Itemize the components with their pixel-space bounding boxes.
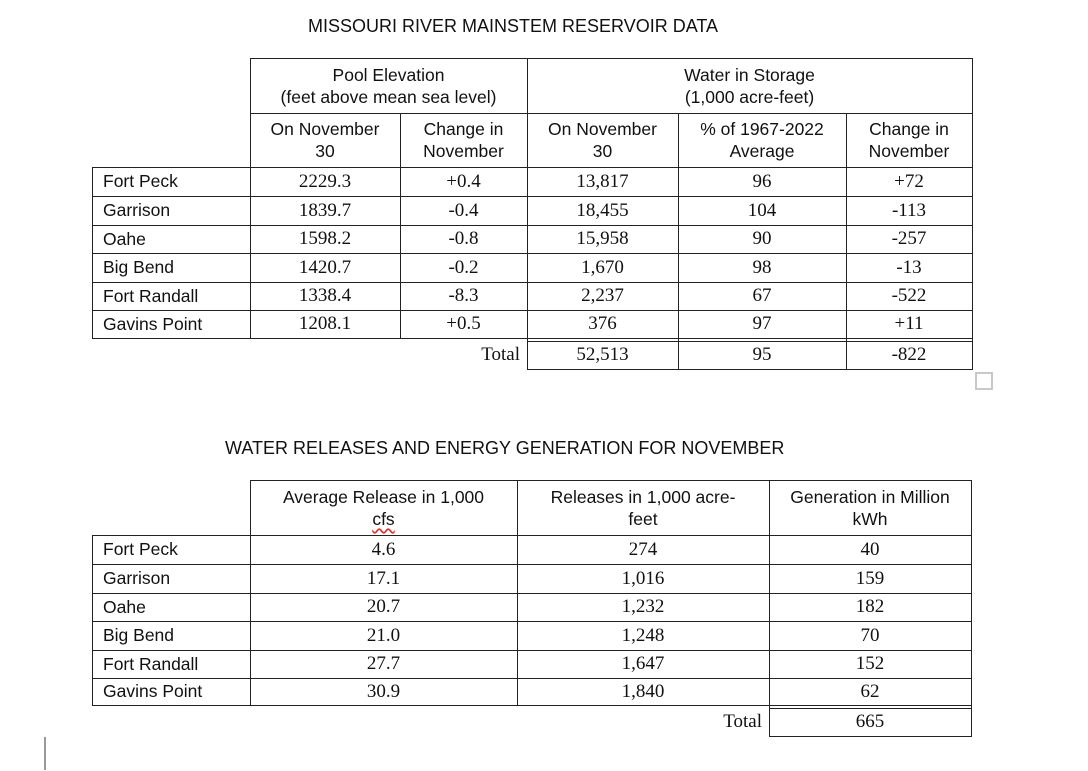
- reservoir-name: Big Bend: [103, 257, 175, 277]
- percent-average: 104: [747, 199, 777, 221]
- col-header-pct-average: % of 1967-2022 Average: [700, 119, 824, 161]
- reservoir-name: Fort Randall: [103, 653, 199, 674]
- col-header-storage-nov30: On November 30: [548, 119, 657, 161]
- elevation-change: -0.8: [448, 228, 479, 249]
- storage-change: -13: [896, 256, 922, 278]
- generation-kwh: 152: [855, 653, 885, 674]
- average-release: 27.7: [366, 653, 401, 674]
- generation-kwh: 62: [860, 680, 880, 702]
- storage-value: 376: [588, 313, 617, 334]
- storage-value: 18,455: [576, 199, 629, 221]
- pool-elevation: 1839.7: [298, 199, 352, 221]
- percent-average: 90: [752, 228, 772, 249]
- total-label: Total: [723, 711, 762, 732]
- average-release: 17.1: [366, 567, 401, 589]
- reservoir-name: Big Bend: [103, 625, 175, 645]
- elevation-change: -0.2: [448, 256, 479, 278]
- generation-kwh: 70: [860, 624, 880, 646]
- average-release: 30.9: [366, 680, 401, 702]
- average-release: 21.0: [366, 624, 401, 646]
- pool-elevation: 1338.4: [298, 285, 352, 306]
- col-header-generation: Generation in Million kWh: [790, 486, 950, 529]
- total-percent-average: 95: [752, 344, 772, 365]
- total-label: Total: [481, 344, 520, 365]
- generation-kwh: 182: [855, 596, 885, 617]
- col-header-elev-change: Change in November: [423, 119, 504, 161]
- spellcheck-underlined-word[interactable]: cfs: [372, 508, 395, 529]
- releases-acre-feet: 1,232: [621, 596, 665, 617]
- water-storage-header: Water in Storage (1,000 acre-feet): [684, 64, 815, 107]
- pool-elevation: 1420.7: [298, 256, 352, 278]
- releases-acre-feet: 1,647: [621, 653, 665, 674]
- percent-average: 67: [752, 285, 772, 306]
- storage-change: -257: [891, 228, 927, 249]
- releases-acre-feet: 1,248: [621, 624, 665, 646]
- reservoir-name: Fort Peck: [103, 539, 178, 559]
- storage-value: 13,817: [576, 170, 629, 192]
- reservoir-name: Oahe: [103, 228, 146, 249]
- storage-change: +72: [894, 170, 924, 192]
- reservoir-name: Fort Randall: [103, 285, 199, 306]
- total-storage: 52,513: [576, 344, 629, 365]
- elevation-change: -8.3: [448, 285, 479, 306]
- generation-kwh: 40: [860, 538, 880, 560]
- total-storage-change: -822: [891, 344, 927, 365]
- pool-elevation: 1208.1: [298, 313, 352, 334]
- average-release: 20.7: [366, 596, 401, 617]
- releases-acre-feet: 274: [628, 538, 658, 560]
- releases-acre-feet: 1,016: [621, 567, 665, 589]
- elevation-change: -0.4: [448, 199, 479, 221]
- reservoir-name: Garrison: [103, 200, 171, 220]
- percent-average: 97: [752, 313, 772, 334]
- table-resize-handle[interactable]: [975, 372, 993, 390]
- percent-average: 96: [752, 170, 772, 192]
- col-header-avg-release: Average Release in 1,000 cfs: [282, 486, 485, 529]
- pool-elevation: 2229.3: [298, 170, 352, 192]
- reservoir-name: Gavins Point: [103, 313, 203, 334]
- storage-value: 15,958: [576, 228, 629, 249]
- col-header-elev-nov30: On November 30: [270, 119, 380, 161]
- generation-kwh: 159: [855, 567, 885, 589]
- pool-elevation: 1598.2: [298, 228, 352, 249]
- col-header-storage-change: Change in November: [868, 119, 950, 161]
- total-generation: 665: [855, 711, 885, 732]
- storage-change: -113: [891, 199, 927, 221]
- percent-average: 98: [752, 256, 772, 278]
- storage-value: 1,670: [581, 256, 624, 278]
- releases-acre-feet: 1,840: [621, 680, 665, 702]
- col-header-releases: Releases in 1,000 acre- feet: [550, 486, 736, 529]
- table2-title: WATER RELEASES AND ENERGY GENERATION FOR NOVEMBER: [225, 438, 785, 458]
- storage-change: -522: [891, 285, 927, 306]
- pool-elevation-header: Pool Elevation (feet above mean sea level): [280, 64, 497, 107]
- reservoir-name: Garrison: [103, 568, 171, 588]
- average-release: 4.6: [371, 538, 396, 560]
- storage-value: 2,237: [581, 285, 624, 306]
- reservoir-name: Fort Peck: [103, 171, 178, 191]
- text-cursor: [44, 737, 46, 770]
- elevation-change: +0.4: [446, 170, 481, 192]
- reservoir-name: Oahe: [103, 596, 146, 617]
- elevation-change: +0.5: [446, 313, 481, 334]
- storage-change: +11: [894, 313, 924, 334]
- table1-title: MISSOURI RIVER MAINSTEM RESERVOIR DATA: [308, 16, 719, 36]
- reservoir-name: Gavins Point: [103, 681, 203, 701]
